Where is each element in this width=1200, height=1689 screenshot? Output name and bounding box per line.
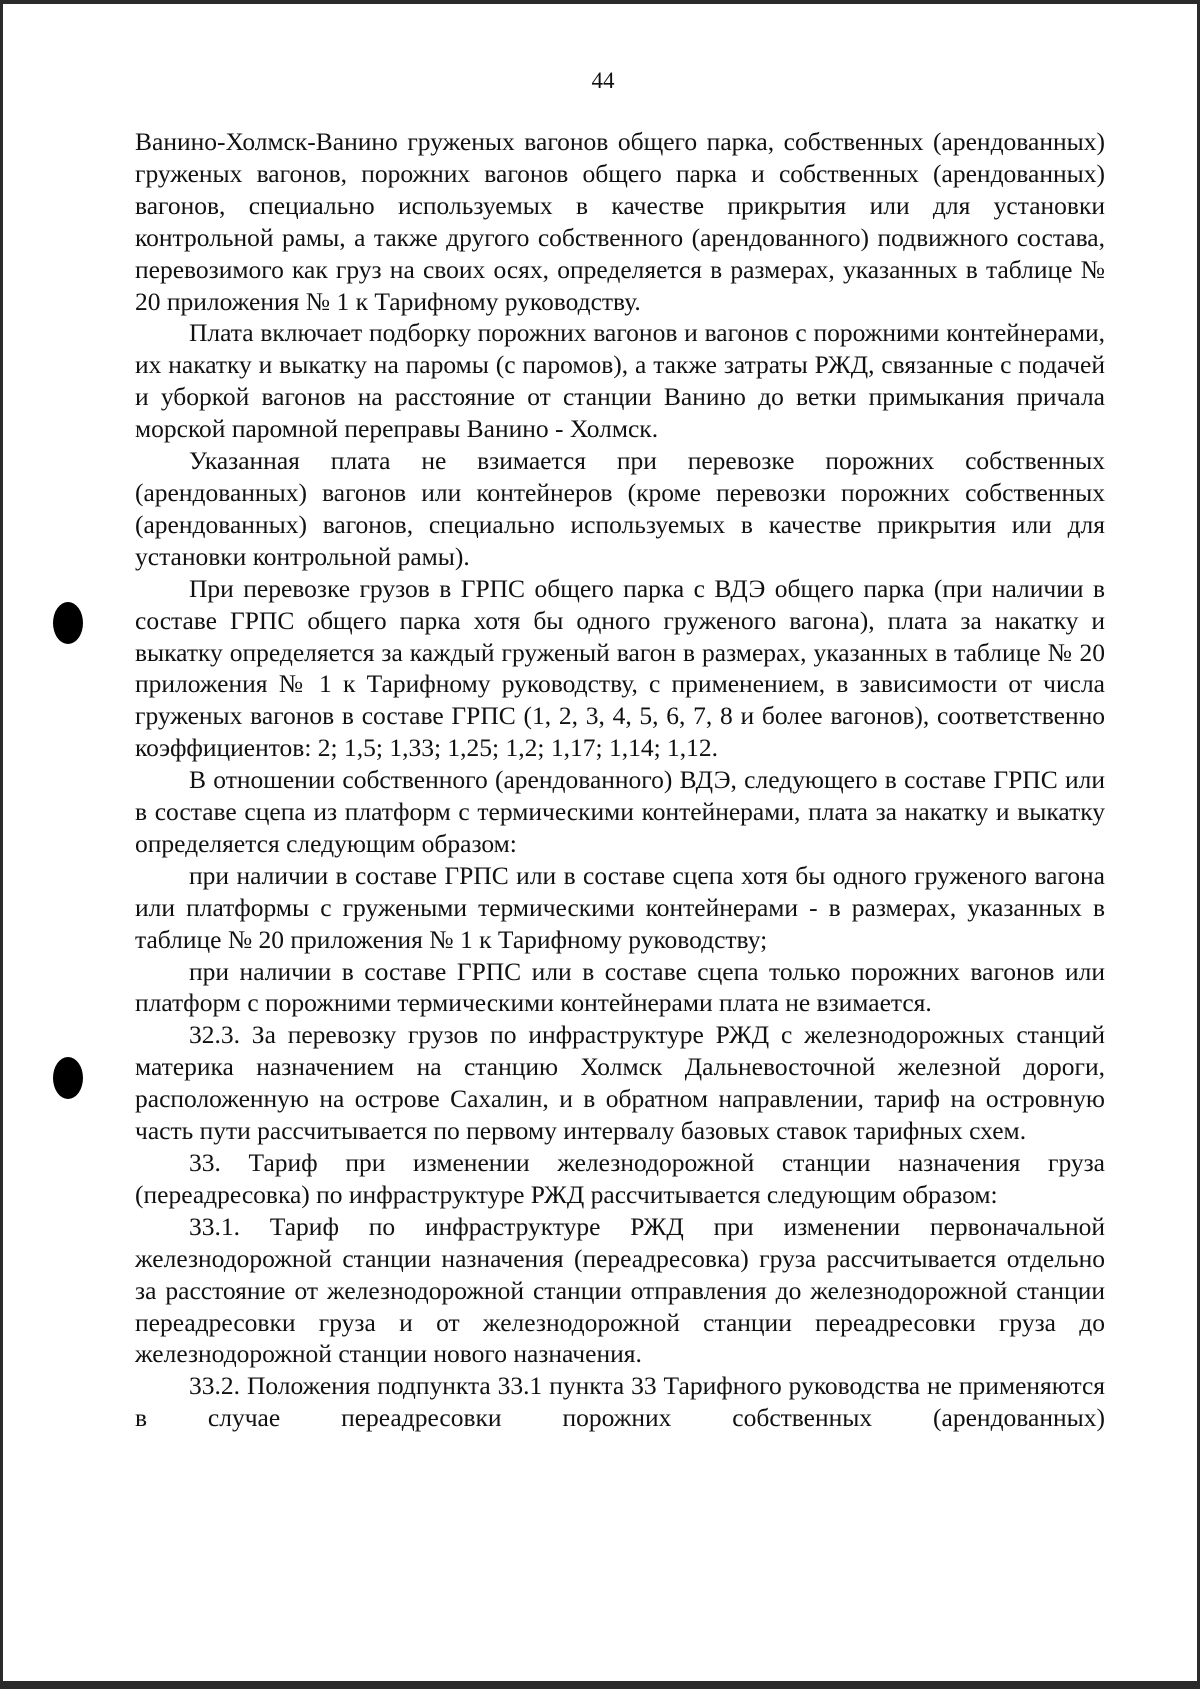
document-body: [135, 126, 1105, 1434]
paragraph: при наличии в составе ГРПС или в составе сцепа только порожних вагонов или платформ с порожними термическими контейнерами плата не взимается.: [135, 956, 1105, 1018]
paragraph: Указанная плата не взимается при перевозке порожних собственных (арендованных) вагонов или контейнеров (кроме перевозки порожних собственных (арендованных) вагонов, специально используемых в качестве прикрытия или для установки контрольной рамы).: [135, 446, 1105, 571]
page-number: 44: [591, 68, 615, 93]
punch-hole: [53, 602, 83, 644]
paragraph: В отношении собственного (арендованного) ВДЭ, следующего в составе ГРПС или в составе сцепа из платформ с термическими контейнерами, плата за накатку и выкатку определяется следующим образом:: [135, 765, 1105, 858]
paragraph: при наличии в составе ГРПС или в составе сцепа хотя бы одного груженого вагона или платформы с гружеными термическими контейнерами - в размерах, указанных в таблице № 20 приложения № 1 к Тарифному руководству;: [135, 860, 1105, 954]
paragraph: 33.2. Положения подпункта 33.1 пункта 33 Тарифного руководства не применяются в случае переадресовки порожних собственных (арендованных): [135, 1371, 1105, 1433]
paragraph: Ванино-Холмск-Ванино груженых вагонов общего парка, собственных (арендованных) груженых вагонов, порожних вагонов общего парка и собственных (арендованных) вагонов, специально используемых в качестве прикрытия или для установки контрольной рамы, а также другого собственного (арендованного) подвижного состава, перевозимого как груз на своих осях, определяется в размерах, указанных в таблице № 20 приложения № 1 к Тарифному руководству.: [135, 127, 1105, 316]
punch-hole: [53, 1057, 83, 1099]
paragraph: 32.3. За перевозку грузов по инфраструктуре РЖД с железнодорожных станций материка назначением на станцию Холмск Дальневосточной железной дороги, расположенную на острове Сахалин, и в обратном направлении, тариф на островную часть пути рассчитывается по первому интервалу базовых ставок тарифных схем.: [135, 1020, 1105, 1146]
paragraph: 33.1. Тариф по инфраструктуре РЖД при изменении первоначальной железнодорожной станции назначения (переадресовка) груза рассчитывается отдельно за расстояние от железнодорожной станции отправления до железнодорожной станции переадресовки груза и от железнодорожной станции переадресовки груза до железнодорожной станции нового назначения.: [135, 1211, 1105, 1369]
paragraph: При перевозке грузов в ГРПС общего парка с ВДЭ общего парка (при наличии в составе ГРПС общего парка хотя бы одного груженого вагона), плата за накатку и выкатку определяется за каждый груженый вагон в размерах, указанных в таблице № 20 приложения № 1 к Тарифному руководству, с применением, в зависимости от числа груженых вагонов в составе ГРПС (1, 2, 3, 4, 5, 6, 7, 8 и более вагонов), соответственно коэффициентов: 2; 1,5; 1,33; 1,25; 1,2; 1,17; 1,14; 1,12.: [135, 573, 1105, 763]
paragraph: Плата включает подборку порожних вагонов и вагонов с порожними контейнерами, их накатку и выкатку на паромы (с паромов), а также затраты РЖД, связанные с подачей и уборкой вагонов на расстояние от станции Ванино до ветки примыкания причала морской паромной переправы Ванино - Холмск.: [135, 318, 1105, 444]
paragraph: 33. Тариф при изменении железнодорожной станции назначения груза (переадресовка) по инфраструктуре РЖД рассчитывается следующим образом:: [135, 1148, 1105, 1209]
